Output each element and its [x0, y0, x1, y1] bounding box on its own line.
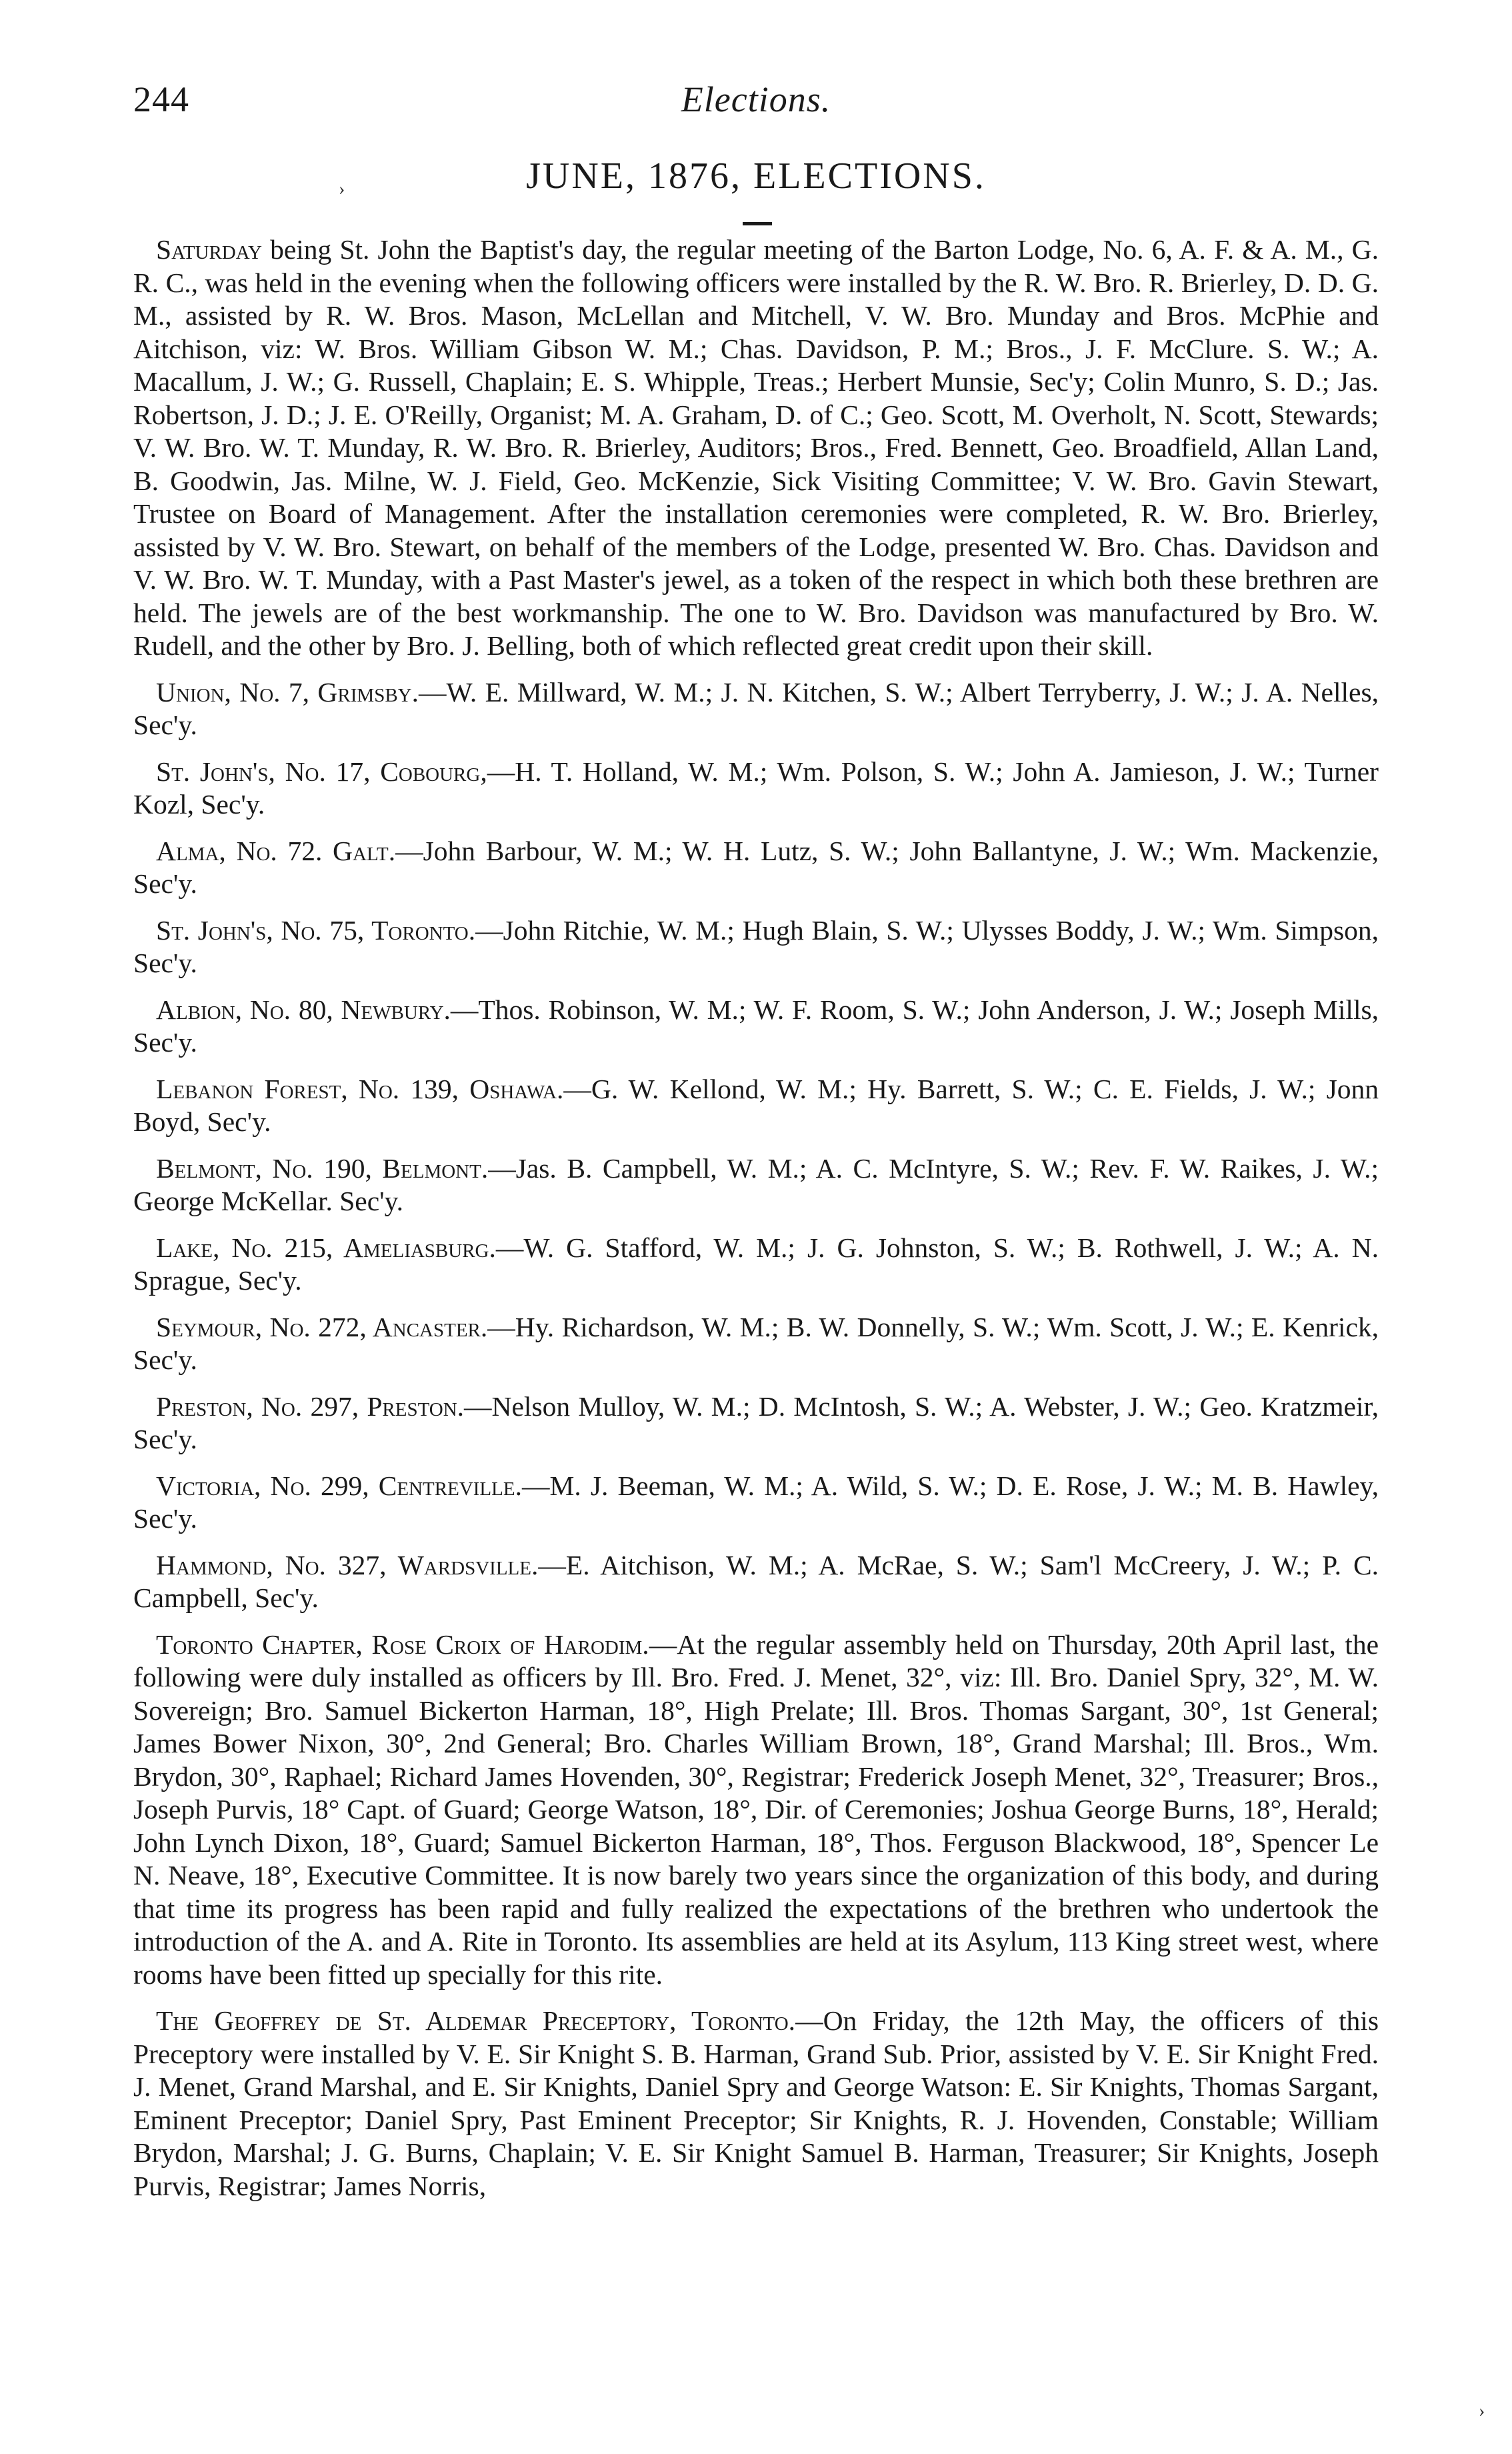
paragraph-lead: Union, No. 7, Grimsby.: [156, 676, 419, 708]
paragraph-text: being St. John the Baptist's day, the regular meeting of the Barton Lodge, No. 6, A. F. & A. M., G. R. C., was held in the evening when the following officers were installed by the R. W. Bro. R. Brierley, D. D. G. M., assisted by R. W. Bros. Mason, McLellan and Mitchell, V. W. Bro. Munday and Bros. McPhie and Aitchison, viz: W. Bros. William Gibson W. M.; Chas. Davidson, P. M.; Bros., J. F. McClure. S. W.; A. Macallum, J. W.; G. Russell, Chaplain; E. S. Whipple, Treas.; Herbert Munsie, Sec'y; Colin Munro, S. D.; Jas. Robertson, J. D.; J. E. O'Reilly, Organist; M. A. Graham, D. of C.; Geo. Scott, M. Overholt, N. Scott, Stewards; V. W. Bro. W. T. Munday, R. W. Bro. R. Brierley, Auditors; Bros., Fred. Bennett, Geo. Broadfield, Allan Land, B. Goodwin, Jas. Milne, W. J. Field, Geo. McKenzie, Sick Visiting Committee; V. W. Bro. Gavin Stewart, Trustee on Board of Management. After the installation ceremonies were completed, R. W. Bro. Brierley, assisted by V. W. Bro. Stewart, on behalf of the members of the Lodge, presented W. Bro. Chas. Davidson and V. W. Bro. W. T. Munday, with a Past Master's jewel, as a token of the respect in which both these brethren are held. The jewels are of the best workmanship. The one to W. Bro. Davidson was manufactured by Bro. W. Rudell, and the other by Bro. J. Belling, both of which reflected great credit upon their skill.: [133, 234, 1379, 661]
running-title: Elections.: [681, 79, 831, 119]
paragraph-lead: Preston, No. 297, Preston.: [156, 1390, 465, 1422]
paragraph-text: —W. E. Millward, W. M.; J. N. Kitchen, S. W.; Albert Terryberry, J. W.; J. A. Nelles, Sec'y.: [133, 676, 1379, 740]
paragraph-lead: The Geoffrey de St. Aldemar Preceptory, Toronto.: [156, 2005, 796, 2036]
paragraph-text: —Hy. Richardson, W. M.; B. W. Donnelly, S. W.; Wm. Scott, J. W.; E. Kenrick, Sec'y.: [133, 1311, 1379, 1375]
section-heading: JUNE, 1876, ELECTIONS.: [526, 155, 986, 197]
paragraph-text: —E. Aitchison, W. M.; A. McRae, S. W.; Sam'l McCreery, J. W.; P. C. Campbell, Sec'y.: [133, 1549, 1379, 1613]
paragraph: [133, 1311, 1379, 1377]
paragraph-lead: Belmont, No. 190, Belmont.: [156, 1152, 489, 1184]
paragraph: [133, 994, 1379, 1060]
paragraph-lead: Hammond, No. 327, Wardsville.: [156, 1549, 539, 1580]
paragraph-text: —H. T. Holland, W. M.; Wm. Polson, S. W.; John A. Jamieson, J. W.; Turner Kozl, Sec'y.: [133, 756, 1379, 820]
paragraph: [133, 1549, 1379, 1615]
paragraph-lead: Toronto Chapter, Rose Croix of Harodim.: [156, 1628, 649, 1660]
print-speck: ›: [1479, 2401, 1485, 2421]
paragraph-lead: Victoria, No. 299, Centreville.: [156, 1470, 522, 1501]
paragraph-lead: Albion, No. 80, Newbury.: [156, 994, 451, 1025]
heading-rule: [743, 222, 772, 225]
paragraph-text: —M. J. Beeman, W. M.; A. Wild, S. W.; D. E. Rose, J. W.; M. B. Hawley, Sec'y.: [133, 1470, 1379, 1534]
print-speck: ›: [339, 179, 345, 199]
paragraph: [133, 233, 1379, 663]
paragraph-lead: Lebanon Forest, No. 139, Oshawa.: [156, 1073, 564, 1104]
paragraph: [133, 1073, 1379, 1139]
paragraph: [133, 756, 1379, 822]
running-head: [133, 79, 1379, 132]
paragraph-text: —John Barbour, W. M.; W. H. Lutz, S. W.; John Ballantyne, J. W.; Wm. Mackenzie, Sec'y.: [133, 835, 1379, 899]
paragraph: [133, 2005, 1379, 2203]
paragraph-lead: St. John's, No. 75, Toronto.: [156, 914, 476, 946]
paragraph-text: —John Ritchie, W. M.; Hugh Blain, S. W.; Ulysses Boddy, J. W.; Wm. Simpson, Sec'y.: [133, 914, 1379, 978]
paragraph: [133, 914, 1379, 980]
article-body: [133, 233, 1379, 2216]
page-number: 244: [133, 79, 189, 119]
paragraph: [133, 1470, 1379, 1536]
paragraph: [133, 1232, 1379, 1298]
paragraph-text: —G. W. Kellond, W. M.; Hy. Barrett, S. W.; C. E. Fields, J. W.; Jonn Boyd, Sec'y.: [133, 1073, 1379, 1137]
paragraph-lead: Saturday: [156, 234, 262, 265]
paragraph-text: —At the regular assembly held on Thursday, 20th April last, the following were duly installed as officers by Ill. Bro. Fred. J. Menet, 32°, viz: Ill. Bro. Daniel Spry, 32°, M. W. Sovereign; Bro. Samuel Bickerton Harman, 18°, High Prelate; Ill. Bros. Thomas Sargant, 30°, 1st General; James Bower Nixon, 30°, 2nd General; Bro. Charles William Brown, 18°, Grand Marshal; Ill. Bros., Wm. Brydon, 30°, Raphael; Richard James Hovenden, 30°, Registrar; Frederick Joseph Menet, 32°, Treasurer; Bros., Joseph Purvis, 18° Capt. of Guard; George Watson, 18°, Dir. of Ceremonies; Joshua George Burns, 18°, Herald; John Lynch Dixon, 18°, Guard; Samuel Bickerton Harman, 18°, Thos. Ferguson Blackwood, 18°, Spencer Le N. Neave, 18°, Executive Committee. It is now barely two years since the organization of this body, and during that time its progress has been rapid and fully realized the expectations of the brethren who undertook the introduction of the A. and A. Rite in Toronto. Its assemblies are held at its Asylum, 113 King street west, where rooms have been fitted up specially for this rite.: [133, 1628, 1379, 1990]
paragraph-text: —On Friday, the 12th May, the officers of this Preceptory were installed by V. E. Sir Knight S. B. Harman, Grand Sub. Prior, assisted by V. E. Sir Knight Fred. J. Menet, Grand Marshal, and E. Sir Knights, Daniel Spry and George Watson: E. Sir Knights, Thomas Sargant, Eminent Preceptor; Daniel Spry, Past Eminent Preceptor; Sir Knights, R. J. Hovenden, Constable; William Brydon, Marshal; J. G. Burns, Chaplain; V. E. Sir Knight Samuel B. Harman, Treasurer; Sir Knights, Joseph Purvis, Registrar; James Norris,: [133, 2005, 1379, 2201]
paragraph-lead: Alma, No. 72. Galt.: [156, 835, 396, 866]
paragraph-lead: Lake, No. 215, Ameliasburg.: [156, 1232, 496, 1263]
paragraph: [133, 1628, 1379, 1992]
paragraph-text: —Nelson Mulloy, W. M.; D. McIntosh, S. W.; A. Webster, J. W.; Geo. Kratzmeir, Sec'y.: [133, 1390, 1379, 1454]
paragraph-text: —W. G. Stafford, W. M.; J. G. Johnston, S. W.; B. Rothwell, J. W.; A. N. Sprague, Sec'y.: [133, 1232, 1379, 1296]
paragraph: [133, 835, 1379, 901]
paragraph-text: —Thos. Robinson, W. M.; W. F. Room, S. W.; John Anderson, J. W.; Joseph Mills, Sec'y.: [133, 994, 1379, 1058]
paragraph: [133, 1390, 1379, 1456]
paragraph-text: —Jas. B. Campbell, W. M.; A. C. McIntyre, S. W.; Rev. F. W. Raikes, J. W.; George McKellar. Sec'y.: [133, 1152, 1379, 1216]
paragraph-lead: St. John's, No. 17, Cobourg,: [156, 756, 487, 787]
paragraph: [133, 1152, 1379, 1218]
paragraph-lead: Seymour, No. 272, Ancaster.: [156, 1311, 488, 1342]
paragraph: [133, 676, 1379, 742]
